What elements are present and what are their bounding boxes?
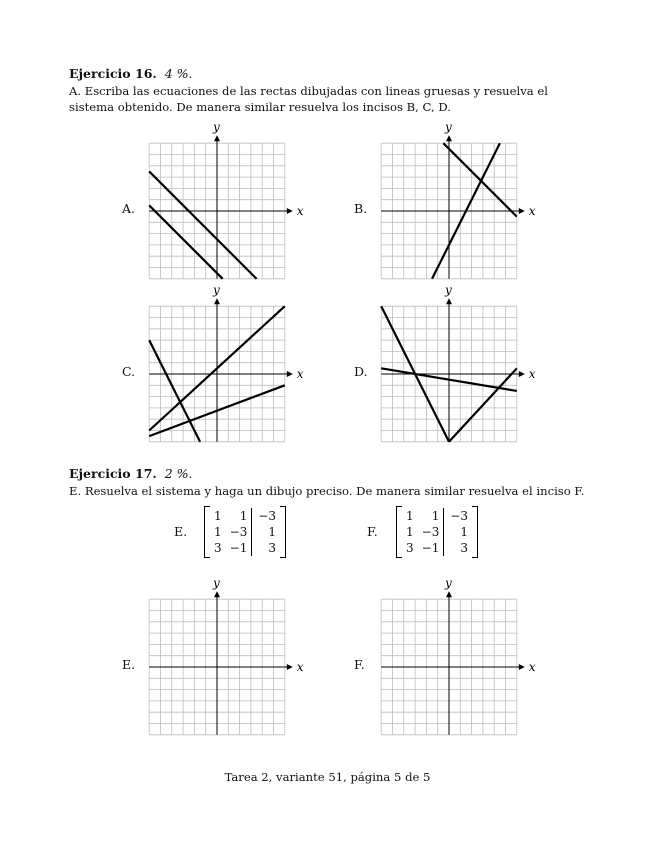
- y-axis-label: y: [213, 283, 220, 298]
- matrix-row: 1 1 −3: [210, 508, 280, 524]
- graph-e: [140, 576, 310, 746]
- matrix-row: 1 1 −3: [402, 508, 472, 524]
- x-axis-label: x: [528, 367, 536, 381]
- y-axis-label: y: [213, 576, 220, 591]
- x-axis-arrow: [519, 664, 525, 670]
- y-axis-arrow: [214, 591, 220, 597]
- x-axis-arrow: [519, 371, 525, 377]
- graph-label-e: E.: [122, 657, 136, 672]
- graph-d: [372, 283, 542, 453]
- exercise-16-title: Ejercicio 16.: [69, 66, 157, 81]
- x-axis-label: x: [528, 660, 536, 674]
- system-label-e: E.: [174, 524, 188, 539]
- graph-label-d: D.: [354, 364, 368, 379]
- y-axis-label: y: [445, 120, 452, 135]
- page-footer: Tarea 2, variante 51, página 5 de 5: [224, 770, 431, 784]
- x-axis-label: x: [296, 367, 304, 381]
- y-axis-arrow: [214, 298, 220, 304]
- graph-line-1: [149, 171, 256, 278]
- x-axis-arrow: [519, 208, 525, 214]
- y-axis-arrow: [446, 298, 452, 304]
- exercise-16-text: A. Escriba las ecuaciones de las rectas dibujadas con lineas gruesas y resuelva el sistema obtenido. De manera similar resuelva los incisos B, C, D.: [69, 84, 548, 114]
- system-matrix-e: [210, 508, 280, 556]
- x-axis-arrow: [287, 664, 293, 670]
- graph-label-a: A.: [122, 201, 136, 216]
- matrix-row: 3 −1 3: [402, 540, 472, 556]
- exercise-17-points: 2 %.: [164, 466, 193, 481]
- system-matrix-f: [402, 508, 472, 556]
- graph-b: [372, 120, 542, 290]
- graph-label-b: B.: [354, 201, 368, 216]
- x-axis-label: x: [528, 204, 536, 218]
- x-axis-arrow: [287, 371, 293, 377]
- graph-label-f: F.: [354, 657, 365, 672]
- exercise-17-title: Ejercicio 17.: [69, 466, 157, 481]
- matrix-row: 1 −3 1: [402, 524, 472, 540]
- matrix-row: 3 −1 3: [210, 540, 280, 556]
- y-axis-label: y: [445, 576, 452, 591]
- graph-label-c: C.: [122, 364, 136, 379]
- x-axis-arrow: [287, 208, 293, 214]
- y-axis-label: y: [213, 120, 220, 135]
- y-axis-arrow: [446, 135, 452, 141]
- exercise-17-heading: [69, 466, 193, 481]
- system-label-f: F.: [367, 524, 378, 539]
- exercise-17-text: E. Resuelva el sistema y haga un dibujo preciso. De manera similar resuelva el inciso F.: [69, 484, 585, 498]
- x-axis-label: x: [296, 204, 304, 218]
- exercise-16-heading: [69, 66, 193, 81]
- graph-a: [140, 120, 310, 290]
- graph-f: [372, 576, 542, 746]
- y-axis-arrow: [214, 135, 220, 141]
- x-axis-label: x: [296, 660, 304, 674]
- y-axis-arrow: [446, 591, 452, 597]
- y-axis-label: y: [445, 283, 452, 298]
- graph-c: [140, 283, 310, 453]
- exercise-16-points: 4 %.: [164, 66, 193, 81]
- matrix-row: 1 −3 1: [210, 524, 280, 540]
